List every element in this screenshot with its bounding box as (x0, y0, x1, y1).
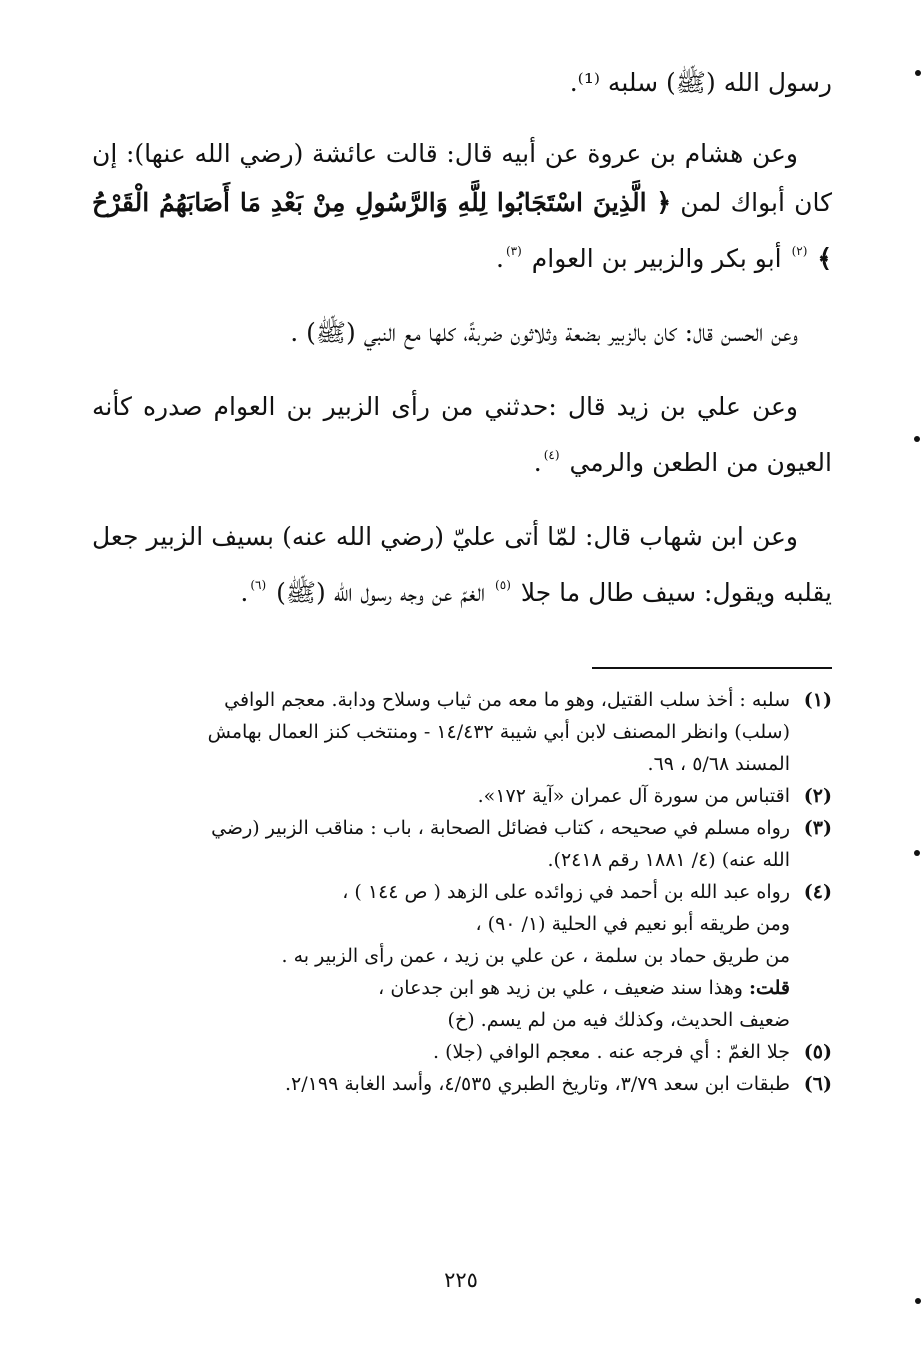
footnote-line: رواه عبد الله بن أحمد في زوائده على الزهد ( ص ١٤٤ ) ، (342, 881, 790, 903)
footnote-line-text: وهذا سند ضعيف ، علي بن زيد هو ابن جدعان ، (378, 977, 743, 999)
footnote-5 (110, 1036, 832, 1068)
paragraph-4-text: وعن علي بن زيد قال :حدثني من رأى الزبير بن العوام صدره كأنه العيون من الطعن والرمي (92, 392, 832, 477)
paragraph-5-text-a: وعن ابن شهاب قال: لمّا أتى عليّ (رضي الله عنه) بسيف الزبير جعل يقلبه ويقول: سيف طال ما جلا (92, 522, 832, 607)
footnote-number: (١) (803, 689, 832, 711)
paragraph-3 (92, 308, 832, 357)
footnote-ref-3: (٣) (505, 244, 522, 258)
footnote-line: ومن طريقه أبو نعيم في الحلية (١/ ٩٠) ، (475, 913, 790, 935)
footnote-number: (٤) (803, 881, 832, 903)
footnote-1 (110, 684, 832, 780)
page-number: ٢٢٥ (444, 1268, 478, 1292)
footnote-line: جلا الغمّ : أي فرجه عنه . معجم الوافي (جلا) . (433, 1041, 790, 1063)
paragraph-5-text-b: الغمّ عن وجه رسول الله (ﷺ) (276, 578, 486, 607)
scan-mark (915, 70, 921, 76)
quran-verse: ﴿ الَّذِينَ اسْتَجَابُوا لِلَّهِ وَالرَّسُولِ مِنْ بَعْدِ مَا أَصَابَهُمُ الْقَرْحُ ﴾ (92, 188, 832, 273)
footnote-ref-5: (٥) (495, 578, 511, 592)
paragraph-2: وعن هشام بن عروة عن أبيه قال: قالت عائشة (رضي الله عنها): إن كان أبواك لمن ﴿ الَّذِينَ اسْتَجَابُوا لِلَّهِ وَالرَّسُولِ مِنْ بَعْدِ مَا أَصَابَهُمُ الْقَرْحُ ﴾ $^{(٢)}$ أبو بكر والزبير بن العوام $^{(٣)}$. (92, 139, 832, 273)
footnote-line: من طريق حماد بن سلمة ، عن علي بن زيد ، عمن رأى الزبير به . (281, 945, 790, 967)
footnotes (110, 684, 832, 1100)
footnote-number: (٣) (803, 817, 832, 839)
main-text (92, 58, 832, 642)
footnote-6 (110, 1068, 832, 1100)
scan-mark (914, 850, 920, 856)
footnote-line: (سلب) وانظر المصنف لابن أبي شيبة ١٤/٤٣٢ - ومنتخب كنز العمال بهامش (207, 721, 790, 743)
paragraph-5: وعن ابن شهاب قال: لمّا أتى عليّ (رضي الله عنه) بسيف الزبير جعل يقلبه ويقول: سيف طال ما جلا $^{(٥)}$ الغمّ عن وجه رسول الله (ﷺ) $^{(٦)}$. (92, 522, 832, 607)
footnote-line: ضعيف الحديث، وكذلك فيه من لم يسم. (خ) (447, 1009, 790, 1031)
footnote-ref-6: (٦) (250, 578, 267, 592)
scan-mark (914, 436, 920, 442)
footnote-line: رواه مسلم في صحيحه ، كتاب فضائل الصحابة ، باب : مناقب الزبير (رضي (211, 817, 790, 839)
scan-mark (915, 1298, 921, 1304)
paragraph-1 (92, 58, 832, 107)
paragraph-2-end: أبو بكر والزبير بن العوام (531, 244, 782, 273)
paragraph-3-text: وعن الحسن قال: كان بالزبير بضعة وثلاثون ضربةً، كلها مع النبي (ﷺ) . (290, 318, 798, 347)
footnote-3 (110, 812, 832, 876)
footnote-label: قلت: (748, 977, 790, 999)
footnote-line: طبقات ابن سعد ٣/٧٩، وتاريخ الطبري ٤/٥٣٥، وأسد الغابة ٢/١٩٩. (285, 1073, 790, 1095)
footnote-ref-4: (٤) (543, 448, 560, 462)
paragraph-4: وعن علي بن زيد قال :حدثني من رأى الزبير بن العوام صدره كأنه العيون من الطعن والرمي $^{(٤)}$. (92, 392, 832, 477)
paragraph-1-text: رسول الله (ﷺ) سلبه ⁽¹⁾. (569, 68, 832, 97)
footnote-line: اقتباس من سورة آل عمران «آية ١٧٢». (477, 785, 790, 807)
paragraph-2-intro: وعن هشام بن عروة عن أبيه قال: قالت عائشة (رضي الله عنها): إن كان أبواك لمن (92, 139, 832, 217)
footnote-ref-2: (٢) (791, 244, 808, 258)
footnote-number: (٦) (803, 1073, 832, 1095)
footnote-divider (592, 667, 832, 669)
footnote-4 (110, 876, 832, 1036)
footnote-2 (110, 780, 832, 812)
footnote-line: المسند ٥/٦٨ ، ٦٩. (647, 753, 790, 775)
footnote-line (110, 972, 790, 1004)
footnote-number: (٥) (803, 1041, 832, 1063)
footnote-line: الله عنه) (٤/ ١٨٨١ رقم ٢٤١٨). (547, 849, 790, 871)
footnote-number: (٢) (803, 785, 832, 807)
footnote-line: سلبه : أخذ سلب القتيل، وهو ما معه من ثياب وسلاح ودابة. معجم الوافي (224, 689, 790, 711)
